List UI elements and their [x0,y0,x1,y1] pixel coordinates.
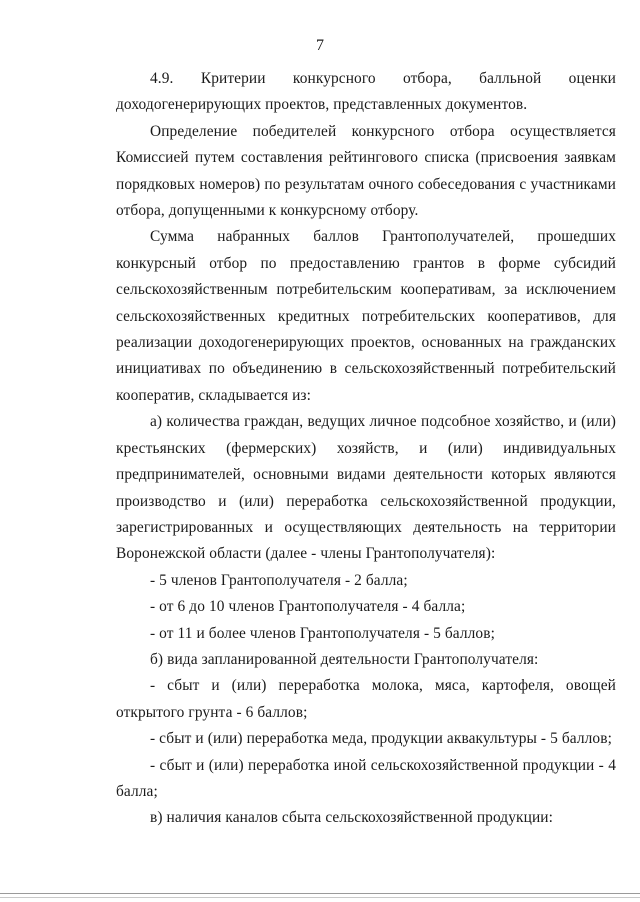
list-item-milk-meat: - сбыт и (или) переработка молока, мяса, картофеля, овощей открытого грунта - 6 баллов; [116,677,616,721]
paragraph-criteria-heading: 4.9. Критерии конкурсного отбора, балльной оценки доходогенерирующих проектов, представленных документов. [116,70,616,114]
document-body [116,66,616,832]
paragraph-criterion-a: а) количества граждан, ведущих личное подсобное хозяйство, и (или) крестьянских (фермерских) хозяйств, и (или) индивидуальных предпринимателей, основными видами деятельности которых являются производство и (или) переработка сельскохозяйственной продукции, зарегистрированных и осуществляющих деятельность на территории Воронежской области (далее - члены Грантополучателя): [116,413,616,563]
list-item-honey-aquaculture: - сбыт и (или) переработка меда, продукции аквакультуры - 5 баллов; [150,730,612,748]
paragraph-criterion-v: в) наличия каналов сбыта сельскохозяйственной продукции: [150,809,553,827]
list-item-6-10-members: - от 6 до 10 членов Грантополучателя - 4 балла; [150,598,466,616]
list-item-other-products: - сбыт и (или) переработка иной сельскохозяйственной продукции - 4 балла; [116,756,616,800]
paragraph-criterion-b: б) вида запланированной деятельности Грантополучателя: [150,650,539,668]
list-item-11-plus-members: - от 11 и более членов Грантополучателя - 5 баллов; [150,624,495,642]
list-item-5-members: - 5 членов Грантополучателя - 2 балла; [150,571,408,589]
page-number: 7 [316,37,324,54]
paragraph-winners-definition: Определение победителей конкурсного отбора осуществляется Комиссией путем составления рейтингового списка (присвоения заявкам порядковых номеров) по результатам очного собеседования с участниками отбора, допущенными к конкурсному отбору. [116,122,616,220]
page-bottom-border-secondary [0,897,640,898]
page-bottom-border [0,893,640,894]
paragraph-score-sum: Сумма набранных баллов Грантополучателей, прошедших конкурсный отбор по предоставлению грантов в форме субсидий сельскохозяйственным потребительским кооперативам, за исключением сельскохозяйственных кредитных потребительских кооперативов, для реализации доходогенерирующих проектов, основанных на гражданских инициативах по объединению в сельскохозяйственный потребительский кооператив, складывается из: [116,228,616,404]
